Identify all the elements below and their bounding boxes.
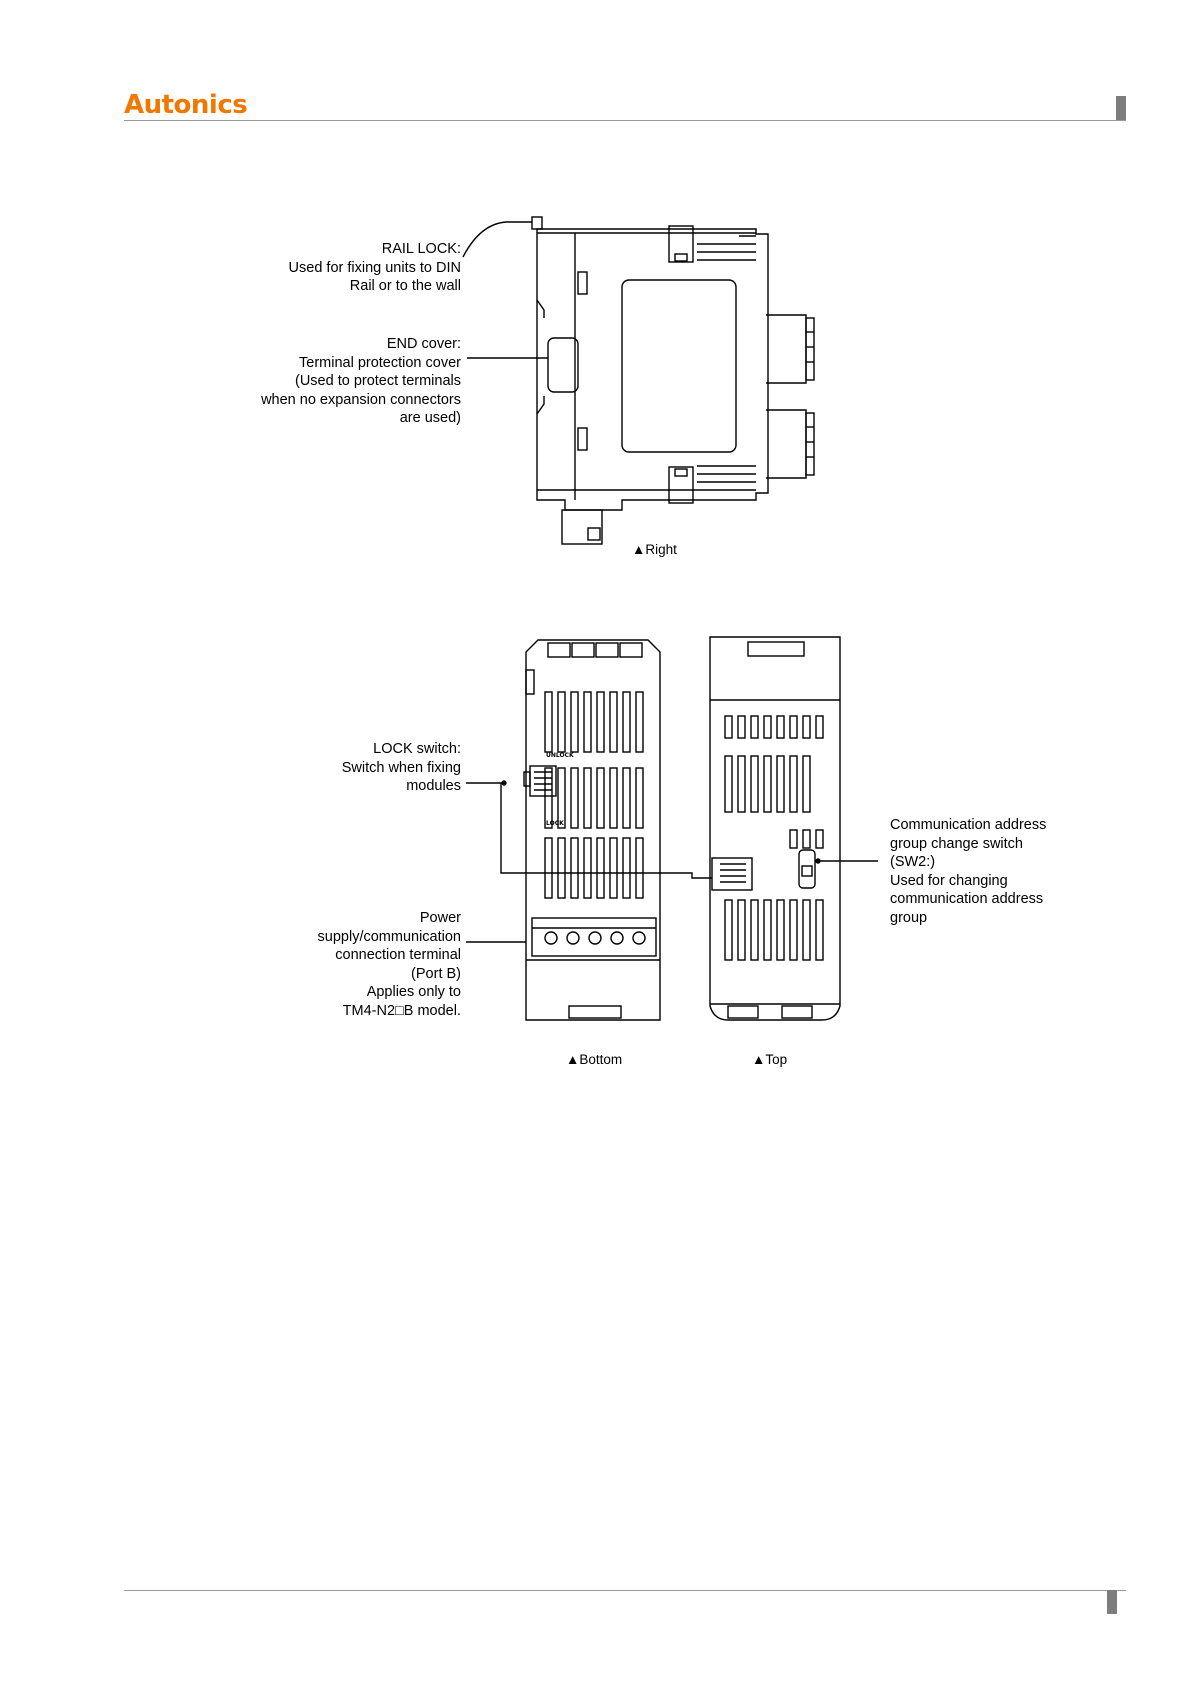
right-view-drawing [463,217,814,544]
top-view-drawing [710,637,878,1020]
end-cover-label: END cover: Terminal protection cover (Used to protect terminals when no expansion connectors are used) [261,336,461,426]
unlock-marking: UNLOCK [546,752,574,759]
power-terminal-label: Power supply/communication connection terminal (Port B) Applies only to TM4-N2□B model. [317,910,461,1019]
top-view-caption: ▲Top [752,1052,788,1067]
footer-rule [124,1590,1126,1591]
lock-switch-label: LOCK switch: Switch when fixing modules [341,741,461,794]
lock-marking: LOCK [546,820,564,827]
brand-logo: Autonics [124,90,248,120]
right-view-caption: ▲Right [632,542,677,557]
comm-switch-label: Communication address group change switch (SW2:) Used for changing communication address group [890,817,1047,926]
footer-page-marker [1107,1590,1117,1614]
rail-lock-label: RAIL LOCK: Used for fixing units to DIN Rail or to the wall [288,241,461,294]
bottom-view-drawing [466,640,712,1020]
bottom-view-caption: ▲Bottom [566,1052,623,1067]
